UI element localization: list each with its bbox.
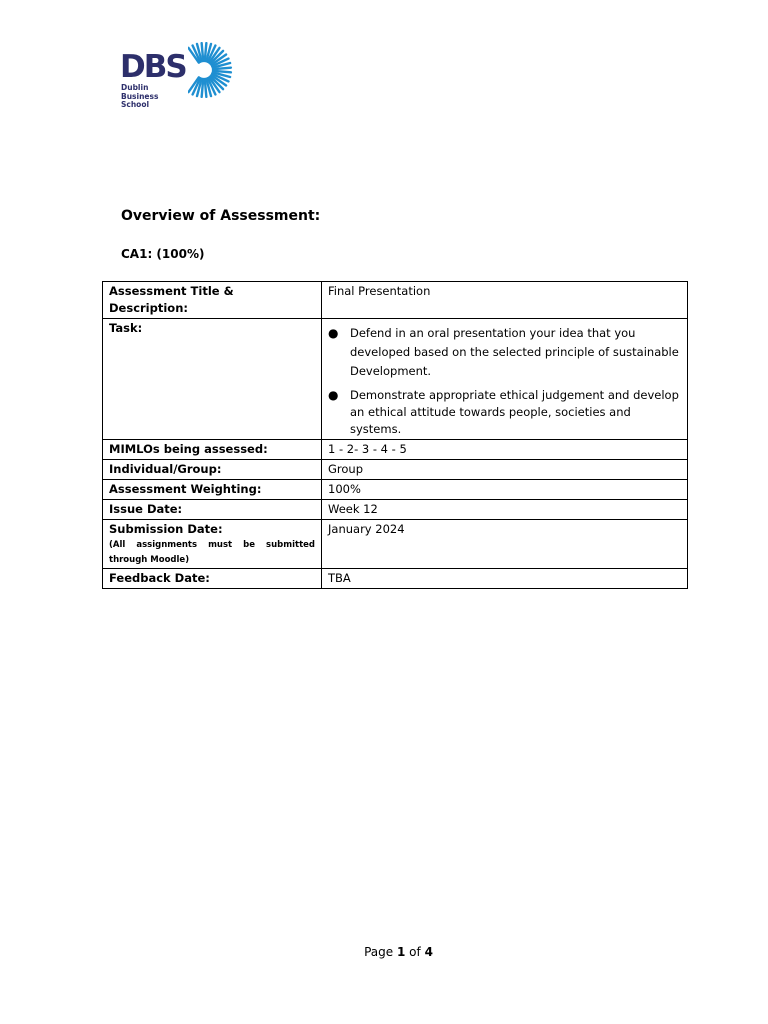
page-footer <box>0 945 768 959</box>
of-word: of <box>409 945 421 959</box>
feedback-value: TBA <box>322 569 688 589</box>
logo-mark: DBS <box>120 49 186 85</box>
page-total: 4 <box>424 945 433 959</box>
submission-label: Submission Date: <box>109 522 223 536</box>
task-value <box>322 319 688 440</box>
weighting-label: Assessment Weighting: <box>103 480 322 500</box>
mimlos-label: MIMLOs being assessed: <box>103 440 322 460</box>
task-list <box>328 324 681 438</box>
table-row <box>103 440 688 460</box>
table-row <box>103 520 688 569</box>
table-row <box>103 460 688 480</box>
page-current: 1 <box>396 945 406 959</box>
task-bullet-2: Demonstrate appropriate ethical judgement and develop an ethical attitude towards people, societies and systems. <box>350 388 679 436</box>
mimlos-value: 1 - 2- 3 - 4 - 5 <box>322 440 688 460</box>
table-row <box>103 319 688 440</box>
ca-heading: CA1: (100%) <box>121 247 205 261</box>
sunburst-ray <box>202 43 204 61</box>
table-row <box>103 500 688 520</box>
page-word: Page <box>364 945 394 959</box>
table-row <box>103 569 688 589</box>
table-row <box>103 282 688 319</box>
title-value: Final Presentation <box>322 282 688 319</box>
table-row <box>103 480 688 500</box>
list-item <box>328 324 681 381</box>
bullet-icon: ● <box>328 326 339 340</box>
submission-value: January 2024 <box>322 520 688 569</box>
sunburst-ray <box>205 79 207 97</box>
issue-label: Issue Date: <box>103 500 322 520</box>
bullet-icon: ● <box>328 388 339 402</box>
sunburst-ray <box>213 68 231 70</box>
group-value: Group <box>322 460 688 480</box>
dbs-logo <box>120 42 242 112</box>
submission-note-1: (All assignments must be submitted <box>109 540 315 550</box>
group-label: Individual/Group: <box>103 460 322 480</box>
task-bullet-1: Defend in an oral presentation your idea that you developed based on the selected principle of sustainable Development. <box>350 326 679 378</box>
logo-line-3: School <box>121 100 150 109</box>
issue-value: Week 12 <box>322 500 688 520</box>
weighting-value: 100% <box>322 480 688 500</box>
assessment-table <box>102 281 688 589</box>
task-label: Task: <box>103 319 322 440</box>
logo-line-1: Dublin <box>121 83 149 92</box>
logo-line-2: Business <box>121 91 159 101</box>
list-item <box>328 387 681 438</box>
sunburst-icon <box>188 42 242 98</box>
feedback-label: Feedback Date: <box>103 569 322 589</box>
submission-cell <box>103 520 322 569</box>
submission-note-2: through Moodle) <box>109 555 190 565</box>
overview-heading: Overview of Assessment: <box>121 208 321 224</box>
logo-subtitle <box>121 84 158 110</box>
title-label: Assessment Title & Description: <box>103 282 322 319</box>
